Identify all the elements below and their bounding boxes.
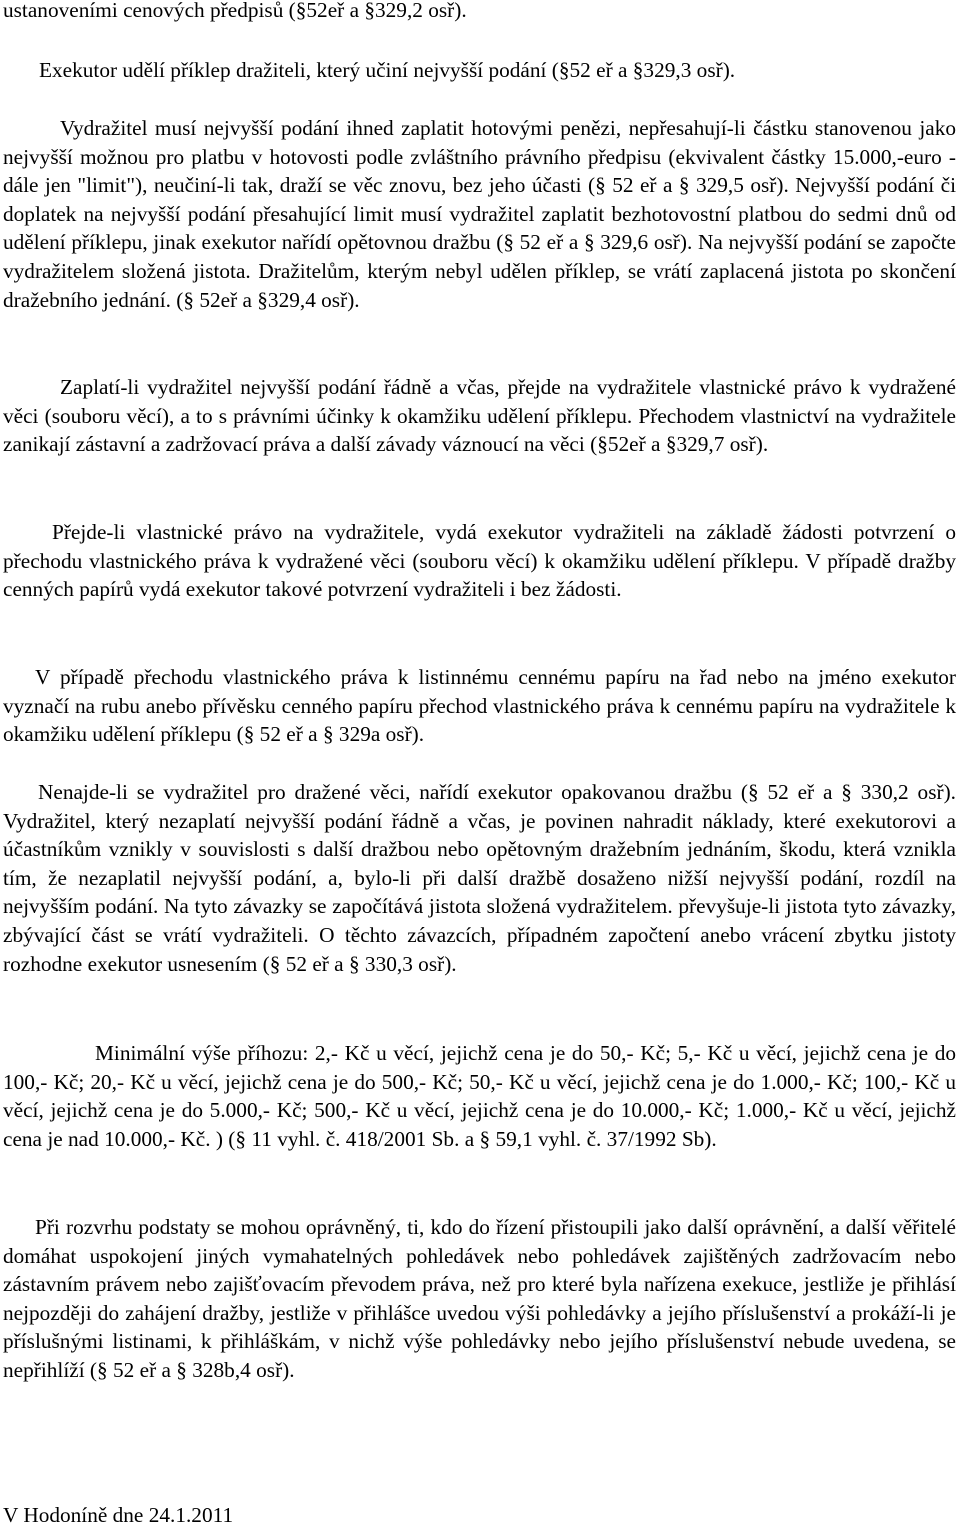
paragraph-ownership-confirmation: Přejde-li vlastnické právo na vydražitele, vydá exekutor vydražiteli na základě žádosti potvrzení o přechodu vlastnického práva k vydražené věci (souboru věcí) k okamžiku udělení příklepu. V případě dražby cenných papírů vydá exekutor takové potvrzení vydražiteli i bez žádosti. xyxy=(3,520,956,602)
paragraph-ownership-transfer: Zaplatí-li vydražitel nejvyšší podání řádně a včas, přejde na vydražitele vlastnické právo k vydražené věci (souboru věcí), a to s právními účinky k okamžiku udělení příklepu. Přechodem vlastnictví na vydražitele zanikají zástavní a zadržovací práva a další závady váznoucí na věci (§52eř a §329,7 osř). xyxy=(3,375,956,457)
footer-place-date: V Hodoníně dne 24.1.2011 xyxy=(3,1503,234,1527)
paragraph-auction-hammer: Exekutor udělí příklep dražiteli, který učiní nejvyšší podání (§52 eř a §329,3 osř). xyxy=(39,58,736,82)
paragraph-minimum-bid: Minimální výše příhozu: 2,- Kč u věcí, jejichž cena je do 50,- Kč; 5,- Kč u věcí, jejichž cena je do 100,- Kč; 20,- Kč u věcí, jejichž cena je do 500,- Kč; 50,- Kč u věcí, jejichž cena je do 1.000,- Kč; 100,- Kč u věcí, jejichž cena je do 5.000,- Kč; 500,- Kč u věcí, jejichž cena je do 10.000,- Kč; 1.000,- Kč u věcí, jejichž cena je nad 10.000,- Kč. ) (§ 11 vyhl. č. 418/2001 Sb. a § 59,1 vyhl. č. 37/1992 Sb). xyxy=(3,1041,956,1151)
paragraph-securities: V případě přechodu vlastnického práva k listinnému cennému papíru na řad nebo na jméno exekutor vyznačí na rubu anebo přívěsku cenného papíru přechod vlastnického práva k cennému papíru na vydražitele k okamžiku udělení příklepu (§ 52 eř a § 329a osř). xyxy=(3,665,956,747)
paragraph-prices: ustanoveními cenových předpisů (§52eř a §329,2 osř). xyxy=(3,0,467,22)
paragraph-repeated-auction: Nenajde-li se vydražitel pro dražené věci, nařídí exekutor opakovanou dražbu (§ 52 eř a § 330,2 osř). Vydražitel, který nezaplatí nejvyšší podání řádně a včas, je povinen nahradit náklady, které exekutorovi a účastníkům vznikly v souvislosti s další dražbou nebo opětovným dražebním jednáním, škodu, která vznikla tím, že nezaplatil nejvyšší podání, a, bylo-li při další dražbě dosaženo nižší nejvyšší podání, rozdíl na nejvyšším podání. Na tyto závazky se započítává jistota složená vydražitelem. převyšuje-li jistota tyto závazky, zbývající část se vrátí vydražiteli. O těchto závazcích, případném započtení anebo vrácení zbytku jistoty rozhodne exekutor usnesením (§ 52 eř a § 330,3 osř). xyxy=(3,780,956,976)
paragraph-distribution: Při rozvrhu podstaty se mohou oprávněný, ti, kdo do řízení přistoupili jako další oprávnění, a další věřitelé domáhat uspokojení jiných vymahatelných pohledávek nebo pohledávek zajištěných zadržovacím nebo zástavním právem nebo zajišťovacím převodem práva, než pro které byla nařízena exekuce, jestliže je přihlásí nejpozději do zahájení dražby, jestliže v přihlášce uvedou výši pohledávky a jejího příslušenství a prokáží-li je příslušnými listinami, k přihláškám, v nichž výše pohledávky nebo jejího příslušenství nebude uvedena, se nepřihlíží (§ 52 eř a § 328b,4 osř). xyxy=(3,1215,956,1382)
paragraph-payment: Vydražitel musí nejvyšší podání ihned zaplatit hotovými penězi, nepřesahují-li částku stanovenou jako nejvyšší možnou pro platbu v hotovosti podle zvláštního právního předpisu (ekvivalent částky 15.000,-euro - dále jen "limit"), neučiní-li tak, draží se věc znovu, bez jeho účasti (§ 52 eř a § 329,5 osř). Nejvyšší podání či doplatek na nejvyšší podání přesahující limit musí vydražitel zaplatit bezhotovostní platbou do sedmi dnů od udělení příklepu, jinak exekutor nařídí opětovnou dražbu (§ 52 eř a § 329,6 osř). Na nejvyšší podání se započte vydražitelem složená jistota. Dražitelům, kterým nebyl udělen příklep, se vrátí zaplacená jistota po skončení dražebního jednání. (§ 52eř a §329,4 osř). xyxy=(3,116,956,312)
